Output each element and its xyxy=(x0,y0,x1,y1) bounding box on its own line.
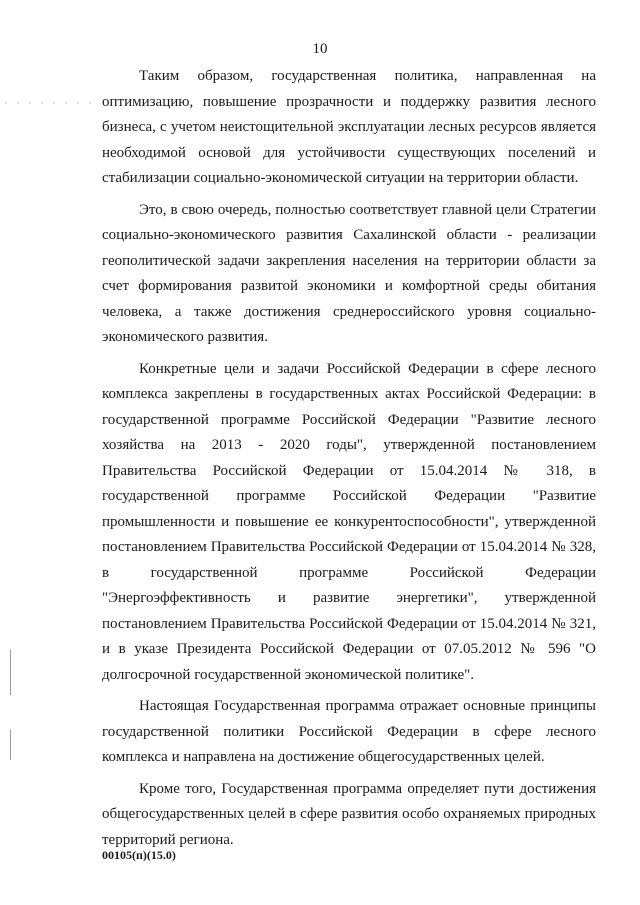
paragraph: Настоящая Государственная программа отражает основные принципы государственной политики Российской Федерации в сфере лесного комплекса и направлена на достижение общегосударственных целей. xyxy=(102,698,596,765)
page-number: 10 xyxy=(312,41,328,57)
paragraph: Это, в свою очередь, полностью соответствует главной цели Стратегии социально-экономического развития Сахалинской области - реализации геополитической задачи закрепления населения на территории области за счет формирования развитой экономики и комфортной среды обитания человека, а также достижения среднероссийского уровня социально-экономического развития. xyxy=(102,201,596,345)
scan-artifact-dots xyxy=(0,94,100,112)
paragraph: Кроме того, Государственная программа определяет пути достижения общегосударственных целей в сфере развития особо охраняемых природных территорий региона. xyxy=(102,780,596,848)
paragraph: Таким образом, государственная политика, направленная на оптимизацию, повышение прозрачности и поддержку развития лесного бизнеса, с учетом неистощительной эксплуатации лесных ресурсов является необходимой основой для устойчивости существующих поселений и стабилизации социально-экономической ситуации на территории области. xyxy=(102,68,596,186)
scan-artifact-line xyxy=(10,730,11,760)
document-code: 00105(п)(15.0) xyxy=(102,848,176,862)
scan-artifact-line xyxy=(10,650,11,695)
document-body xyxy=(102,64,596,859)
paragraph: Конкретные цели и задачи Российской Федерации в сфере лесного комплекса закреплены в государственных актах Российской Федерации: в государственной программе Российской Федерации "Развитие лесного хозяйства на 2013 - 2020 годы", утвержденной постановлением Правительства Российской Федерации от 15.04.2014 № 318, в государственной программе Российской Федерации "Развитие промышленности и повышение ее конкурентоспособности", утвержденной постановлением Правительства Российской Федерации от 15.04.2014 № 328, в государственной программе Российской Федерации "Энергоэффективность и развитие энергетики", утвержденной постановлением Правительства Российской Федерации от 15.04.2014 № 321, и в указе Президента Российской Федерации от 07.05.2012 № 596 "О долгосрочной государственной экономической политике". xyxy=(102,360,596,683)
